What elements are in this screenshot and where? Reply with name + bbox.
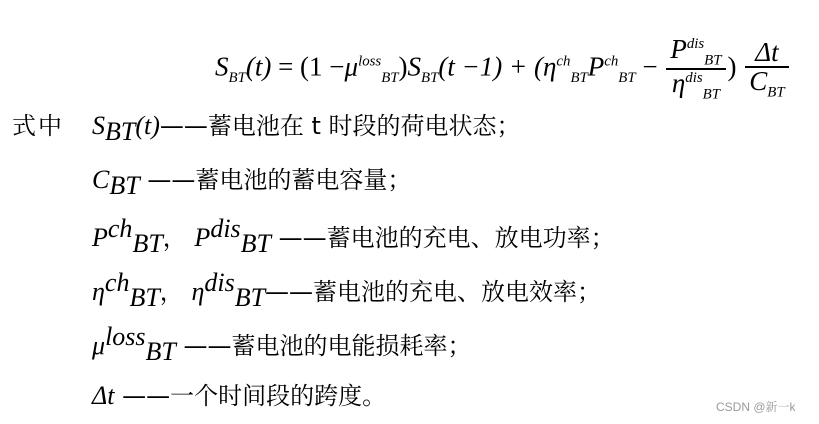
formula-equals: = [278,51,294,82]
def7-sym: Δt [92,381,115,410]
def5-sym: η [191,277,205,306]
def0-text: ——蓄电池在 t 时段的荷电状态； [159,112,521,140]
formula-close-paren: ) [727,51,737,82]
frac2-num: Δt [745,39,788,68]
soc-equation [215,36,791,102]
def0-sub: BT [105,116,136,146]
def5-sub: BT [234,282,266,312]
formula-mu: μ [344,51,359,82]
definitions-label: 式中 [12,112,64,140]
def3-sym: P [194,223,211,252]
def7-text: ——一个时间段的跨度。 [114,382,387,410]
frac1-num: P [670,34,687,64]
def5-text: ——蓄电池的充电、放电效率； [265,278,602,306]
formula-lhs-sub: BT [228,69,246,86]
main-formula [215,14,815,103]
def0-suffix: (t) [135,111,160,140]
frac1-num-sub: BT [704,52,722,69]
def2-sym: P [92,223,108,252]
formula-eta-sub: BT [570,69,588,86]
def4-text: ， [159,278,184,306]
formula-eta-sup: ch [556,53,571,70]
formula-p-sub: BT [618,69,636,86]
def4-sub: BT [129,282,160,312]
formula-p-sup: ch [604,53,619,70]
def3-sub: BT [240,228,271,258]
definition-efficiency [92,268,601,313]
def6-sub: BT [145,336,176,366]
frac1-den-sup: dis [685,70,703,87]
formula-mu-sub: BT [381,69,399,86]
formula-lhs: S [215,51,229,82]
def1-text: ——蓄电池的蓄电容量； [139,166,412,194]
formula-s2-arg: (t −1) + ( [438,51,544,82]
formula-minus: − [642,51,658,82]
fraction-delta [745,36,788,100]
formula-s2: S [407,51,422,82]
frac1-den: η [671,68,686,99]
formula-paren-close: ) [398,51,408,82]
definition-power [92,214,615,259]
formula-s2-sub: BT [421,69,439,86]
def4-sup: ch [104,268,130,297]
formula-eta: η [543,51,557,82]
csdn-watermark: CSDN @新一k [716,400,796,414]
def2-sup: ch [107,214,133,243]
formula-paren-open: (1 − [300,51,345,82]
frac1-den-sub: BT [702,86,720,103]
def2-text: ， [162,224,187,252]
frac2-den-sub: BT [767,84,785,100]
def1-sym: C [92,165,110,194]
formula-mu-sup: loss [358,53,382,70]
def4-sym: η [92,277,105,306]
formula-lhs-arg: (t) [245,51,272,82]
definition-capacity [92,160,411,201]
frac1-num-sup: dis [686,36,705,52]
def2-sub: BT [132,228,163,258]
def0-sym: S [92,111,105,140]
def3-sup: dis [210,214,241,243]
def6-sym: μ [92,331,106,360]
definition-timestep [92,376,386,411]
fraction-discharge [666,36,725,102]
def5-sup: dis [204,268,235,297]
def1-sub: BT [109,170,140,200]
definition-soc [92,106,521,147]
def3-text: ——蓄电池的充电、放电功率； [271,224,615,252]
def6-sup: loss [105,322,146,351]
definition-loss [92,322,472,367]
frac2-den: C [749,65,768,96]
def6-text: ——蓄电池的电能损耗率； [175,332,472,360]
formula-p: P [587,51,605,82]
